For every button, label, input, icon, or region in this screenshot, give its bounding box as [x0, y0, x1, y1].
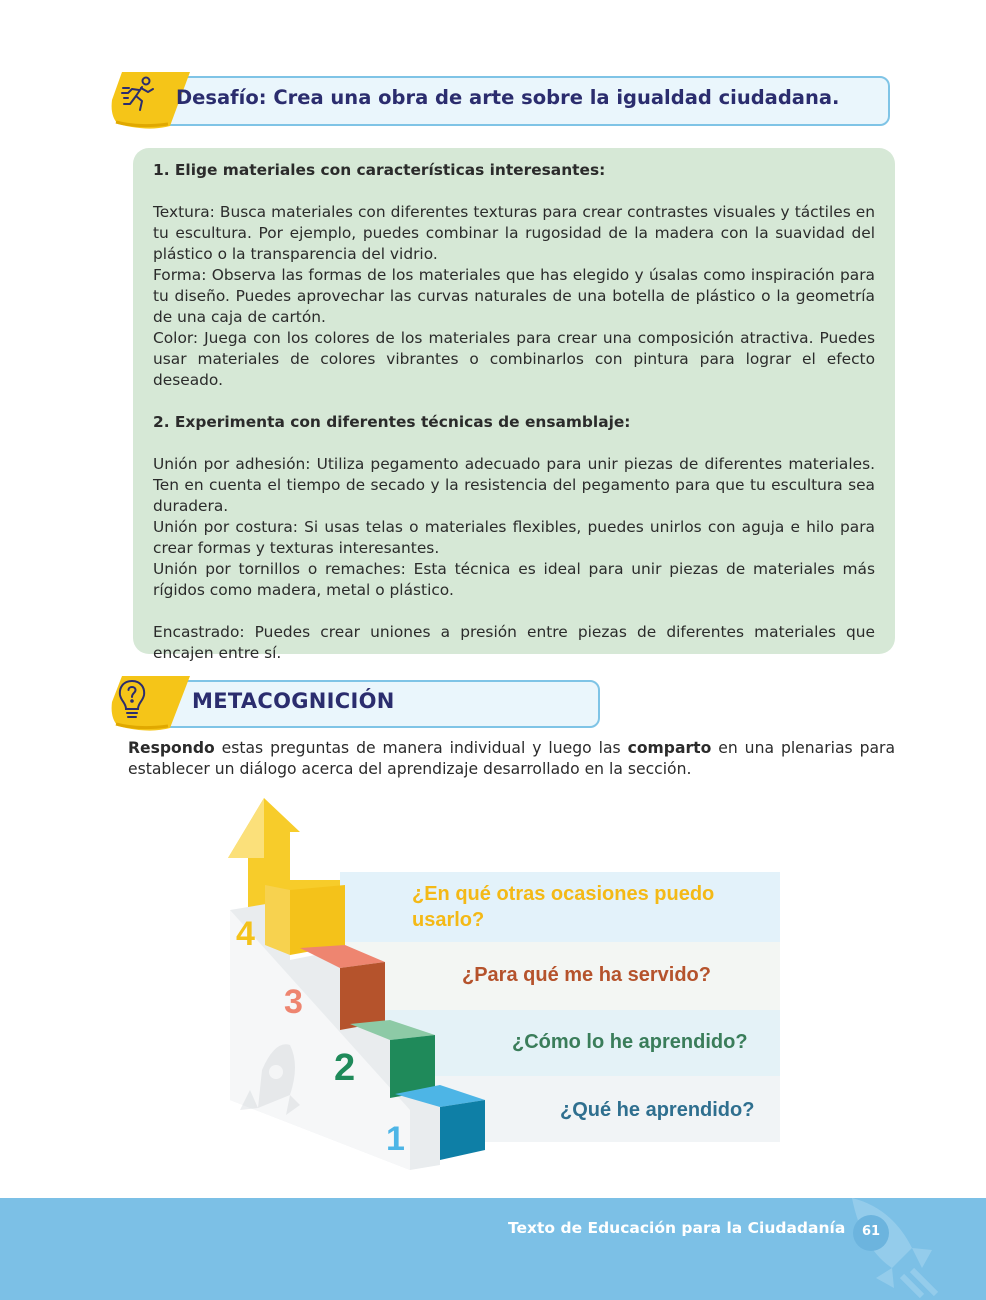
question-3: ¿Para qué me ha servido? [462, 964, 711, 986]
intro-text-1: estas preguntas de manera individual y luego las [214, 739, 628, 757]
step-number-2: 2 [334, 1047, 356, 1089]
sewing-paragraph: Unión por costura: Si usas telas o materiales flexibles, puedes unirlos con aguja e hilo para crear formas y texturas interesantes. [153, 518, 875, 557]
question-1: ¿Qué he aprendido? [560, 1099, 755, 1121]
screws-paragraph: Unión por tornillos o remaches: Esta técnica es ideal para unir piezas de materiales más rígidos como madera, metal o plástico. [153, 560, 875, 599]
section2-title: 2. Experimenta con diferentes técnicas de ensamblaje: [153, 413, 631, 431]
intro-text-2: en una plenarias para establecer un diálogo acerca del aprendizaje desarrollado en la sección. [128, 739, 895, 778]
step-number-1: 1 [386, 1120, 405, 1158]
footer-book-title: Texto de Educación para la Ciudadanía [508, 1219, 846, 1237]
section1-title: 1. Elige materiales con características interesantes: [153, 161, 606, 179]
question-4-line2: usarlo? [412, 909, 485, 931]
step-number-3: 3 [284, 983, 303, 1021]
intro-bold-respondo: Respondo [128, 739, 215, 757]
texture-paragraph: Textura: Busca materiales con diferentes texturas para crear contrastes visuales y táctiles en tu escultura. Por ejemplo, puedes combinar la rugosidad de la madera con la suavidad del plástico o la transparencia del vidrio. [153, 203, 875, 263]
metacognition-title: METACOGNICIÓN [192, 689, 395, 713]
color-paragraph: Color: Juega con los colores de los materiales para crear una composición atractiva. Puedes usar materiales de colores vibrantes o combinarlos con pintura para lograr el efecto deseado. [153, 329, 875, 389]
question-4-line1: ¿En qué otras ocasiones puedo [412, 883, 715, 905]
page-number: 61 [861, 1224, 881, 1239]
shape-paragraph: Forma: Observa las formas de los materiales que has elegido y úsalas como inspiración para tu diseño. Puedes aprovechar las curvas naturales de una botella de plástico o la geometría de una caja de cartón. [153, 266, 875, 326]
step-number-4: 4 [236, 915, 255, 953]
footer-rocket-icon [832, 1198, 952, 1300]
intro-bold-comparto: comparto [627, 739, 712, 757]
press-fit-paragraph: Encastrado: Puedes crear uniones a presión entre piezas de diferentes materiales que encajen entre sí. [153, 623, 875, 662]
question-2: ¿Cómo lo he aprendido? [512, 1031, 748, 1053]
challenge-title: Desafío: Crea una obra de arte sobre la igualdad ciudadana. [176, 86, 840, 109]
adhesion-paragraph: Unión por adhesión: Utiliza pegamento adecuado para unir piezas de diferentes materiales. Ten en cuenta el tiempo de secado y la resistencia del pegamento para que tu escultura sea duradera. [153, 455, 875, 515]
